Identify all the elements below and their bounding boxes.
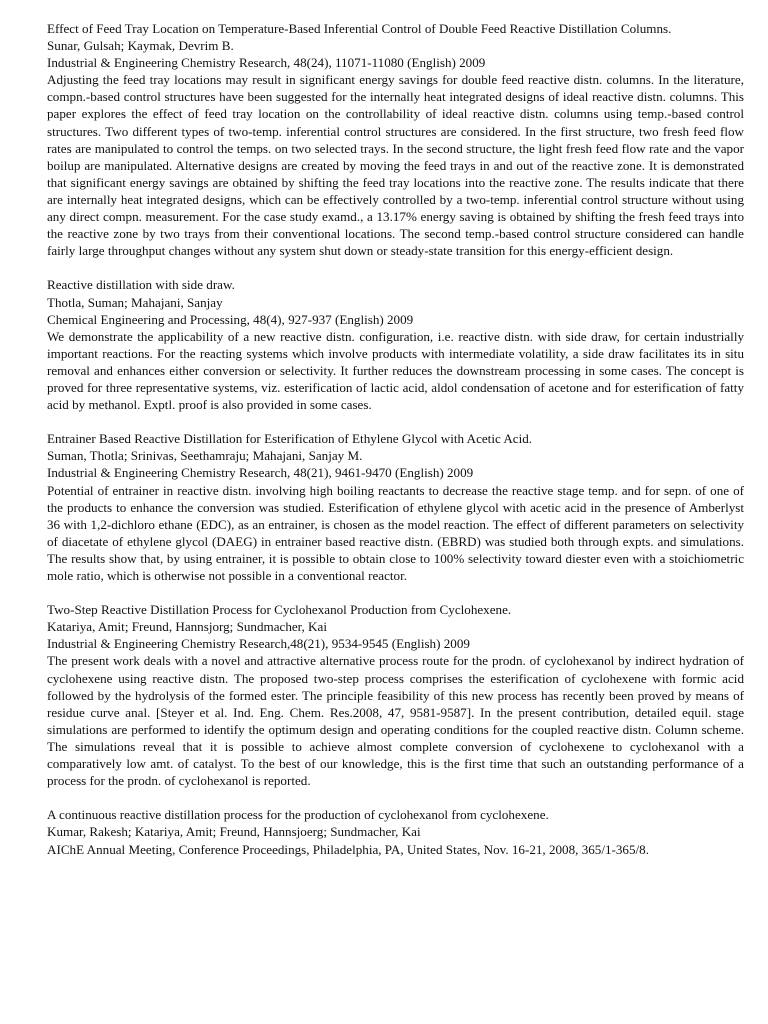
citation-abstract: Adjusting the feed tray locations may result in significant energy savings for double feed reactive distn. columns. In the literature, compn.-based control structures have been suggested for the internally heat integrated designs of ideal reactive distn. columns. This paper explores the effect of feed tray location on the controllability of ideal reactive distn. columns using temp.-based control structures. Two different types of two-temp. inferential control structures are considered. In the first structure, two fresh feed flow rates are manipulated to control the temps. on two selected trays. In the second structure, the light fresh feed flow rate and the vapor boilup are manipulated. Alternative designs are created by moving the feed trays in and out of the reactive zone. It is demonstrated that significant energy savings are obtained by shifting the feed tray locations into the reactive zone. The results indicate that there are internally heat integrated designs, which can be effectively controlled by a two-temp. inferential control structure without using any direct compn. measurement. For the case study examd., a 13.17% energy saving is obtained by shifting the fresh feed trays into the reactive zone by two trays from their conventional locations. The second temp.-based control structure considered can handle fairly large throughput changes without any system shut down or steady-state transition for this energy-efficient design. [47, 72, 744, 259]
citation-authors: Katariya, Amit; Freund, Hannsjorg; Sundmacher, Kai [47, 619, 327, 635]
citation-abstract: Potential of entrainer in reactive distn. involving high boiling reactants to decrease the reactive stage temp. and for sepn. of one of the products to enhance the conversion was studied. Esterification of ethylene glycol with acetic acid in the presence of Amberlyst 36 with 1,2-dichloro ethane (EDC), as an entrainer, is chosen as the model reaction. The effect of different parameters on selectivity of diacetate of ethylene glycol (DAEG) in entrainer based reactive distn. (EBRD) was studied both through expts. and simulations. The results show that, by using entrainer, it is possible to obtain close to 100% selectivity toward diester even with a stoichiometric mole ratio, which is otherwise not possible in a conventional reactor. [47, 482, 744, 583]
citation-authors: Kumar, Rakesh; Katariya, Amit; Freund, Hannsjoerg; Sundmacher, Kai [47, 824, 421, 840]
citation-title: A continuous reactive distillation process for the production of cyclohexanol from cyclohexene. [47, 807, 549, 823]
citation-title: Two-Step Reactive Distillation Process for Cyclohexanol Production from Cyclohexene. [47, 602, 512, 618]
citation-entry [47, 806, 744, 857]
citation-authors: Thotla, Suman; Mahajani, Sanjay [47, 294, 223, 310]
citation-entry [47, 430, 744, 584]
citation-source: AIChE Annual Meeting, Conference Proceedings, Philadelphia, PA, United States, Nov. 16-21, 2008, 365/1-365/8. [47, 841, 649, 857]
citation-source: Industrial & Engineering Chemistry Research,48(21), 9534-9545 (English) 2009 [47, 636, 470, 652]
citation-source: Industrial & Engineering Chemistry Research, 48(24), 11071-11080 (English) 2009 [47, 55, 486, 71]
citation-title: Effect of Feed Tray Location on Temperature-Based Inferential Control of Double Feed Reactive Distillation Columns. [47, 21, 672, 36]
document-page [47, 20, 744, 875]
citation-entry [47, 20, 744, 259]
citation-source: Industrial & Engineering Chemistry Research, 48(21), 9461-9470 (English) 2009 [47, 465, 474, 481]
citation-source: Chemical Engineering and Processing, 48(4), 927-937 (English) 2009 [47, 311, 414, 327]
citation-title: Reactive distillation with side draw. [47, 277, 235, 293]
citation-abstract: We demonstrate the applicability of a new reactive distn. configuration, i.e. reactive distn. with side draw, for certain industrially important reactions. For the reacting systems which involve products with intermediate volatility, a side draw facilitates its in situ removal and enhances either conversion or selectivity. It further reduces the downstream processing in some cases. The concept is proved for three representative systems, viz. esterification of lactic acid, aldol condensation of acetone and for esterification of fatty acid by methanol. Exptl. proof is also provided in some cases. [47, 328, 744, 413]
citation-abstract: The present work deals with a novel and attractive alternative process route for the prodn. of cyclohexanol by indirect hydration of cyclohexene using reactive distn. The proposed two-step process comprises the esterification of cyclohexene with formic acid followed by the hydrolysis of the formed ester. The principle feasibility of this new process has recently been proved by means of residue curve anal. [Steyer et al. Ind. Eng. Chem. Res.2008, 47, 9581-9587]. In the present contribution, detailed equil. stage simulations are performed to identify the optimum design and operating conditions for the coupled reactive distn. Column scheme. The simulations reveal that it is possible to achieve almost complete conversion of cyclohexene to cyclohexanol with a comparatively low amt. of catalyst. To the best of our knowledge, this is the first time that such an outstanding performance of a process for the prodn. of cyclohexanol is reported. [47, 653, 744, 789]
citation-entry [47, 276, 744, 413]
citation-authors: Suman, Thotla; Srinivas, Seethamraju; Mahajani, Sanjay M. [47, 448, 363, 464]
citation-authors: Sunar, Gulsah; Kaymak, Devrim B. [47, 38, 234, 54]
citation-entry [47, 601, 744, 789]
citation-title: Entrainer Based Reactive Distillation for Esterification of Ethylene Glycol with Acetic Acid. [47, 431, 533, 447]
